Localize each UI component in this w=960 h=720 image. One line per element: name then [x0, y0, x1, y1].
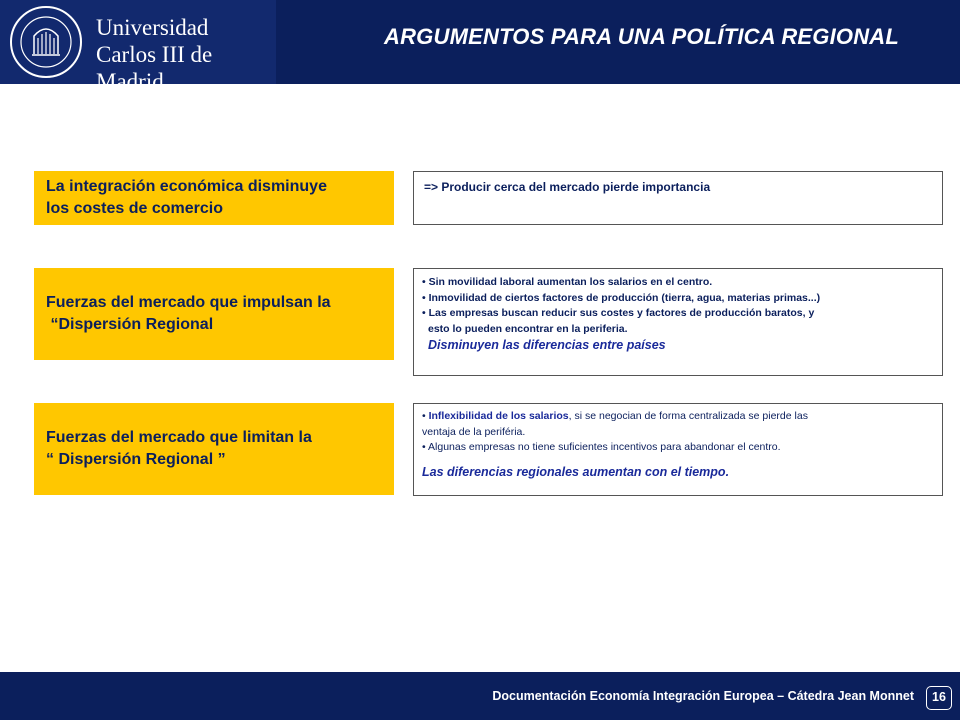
- university-line1: Universidad: [96, 15, 209, 40]
- bullet-item: • Las empresas buscan reducir sus costes y factores de producción baratos, y: [422, 307, 815, 319]
- bullet-item-continuation: ventaja de la periféria.: [422, 425, 526, 438]
- argument-label-1-line2: los costes de comercio: [46, 200, 223, 217]
- argument-detail-1: [413, 171, 943, 225]
- bullet-item: • Algunas empresas no tiene suficientes incentivos para abandonar el centro.: [422, 441, 781, 453]
- argument-label-3-line2: “ Dispersión Regional ”: [46, 451, 226, 468]
- header-bar: [0, 0, 960, 94]
- bullet-item: • Sin movilidad laboral aumentan los salarios en el centro.: [422, 276, 713, 288]
- bullet-strong-text: Inflexibilidad de los salarios: [428, 410, 569, 422]
- bullet-rest-text: , si se negocian de forma centralizada se pierde las: [568, 410, 808, 422]
- university-line2: Carlos III de Madrid: [96, 42, 213, 94]
- bullet-item: • Inmovilidad de ciertos factores de producción (tierra, agua, materias primas...): [422, 291, 821, 304]
- argument-detail-2: [413, 268, 943, 376]
- bullet-item: • Inflexibilidad de los salarios, si se negocian de forma centralizada se pierde las: [422, 410, 808, 422]
- argument-label-2-line1: Fuerzas del mercado que impulsan la: [46, 294, 331, 311]
- conclusion-text: Disminuyen las diferencias entre países: [428, 338, 666, 352]
- footer-bar: [0, 672, 960, 720]
- argument-label-3: [34, 403, 394, 495]
- footer-text: Documentación Economía Integración Europea – Cátedra Jean Monnet: [492, 689, 914, 703]
- conclusion-text: Las diferencias regionales aumentan con el tiempo.: [422, 464, 730, 479]
- argument-detail-1-text: => Producir cerca del mercado pierde importancia: [424, 180, 711, 194]
- argument-label-2: [34, 268, 394, 360]
- university-seal-icon: [8, 4, 84, 80]
- bullet-item-continuation: esto lo pueden encontrar en la periferia.: [428, 322, 628, 335]
- argument-label-2-line2: “Dispersión Regional: [46, 316, 214, 333]
- argument-detail-3: [413, 403, 943, 496]
- argument-label-1-line1: La integración económica disminuye: [46, 178, 327, 195]
- argument-label-3-line1: Fuerzas del mercado que limitan la: [46, 429, 312, 446]
- slide-title: ARGUMENTOS PARA UNA POLÍTICA REGIONAL: [384, 24, 900, 49]
- page-number: 16: [926, 686, 952, 710]
- university-logo: [0, 0, 276, 94]
- argument-label-1: [34, 171, 394, 225]
- university-name: [96, 14, 276, 95]
